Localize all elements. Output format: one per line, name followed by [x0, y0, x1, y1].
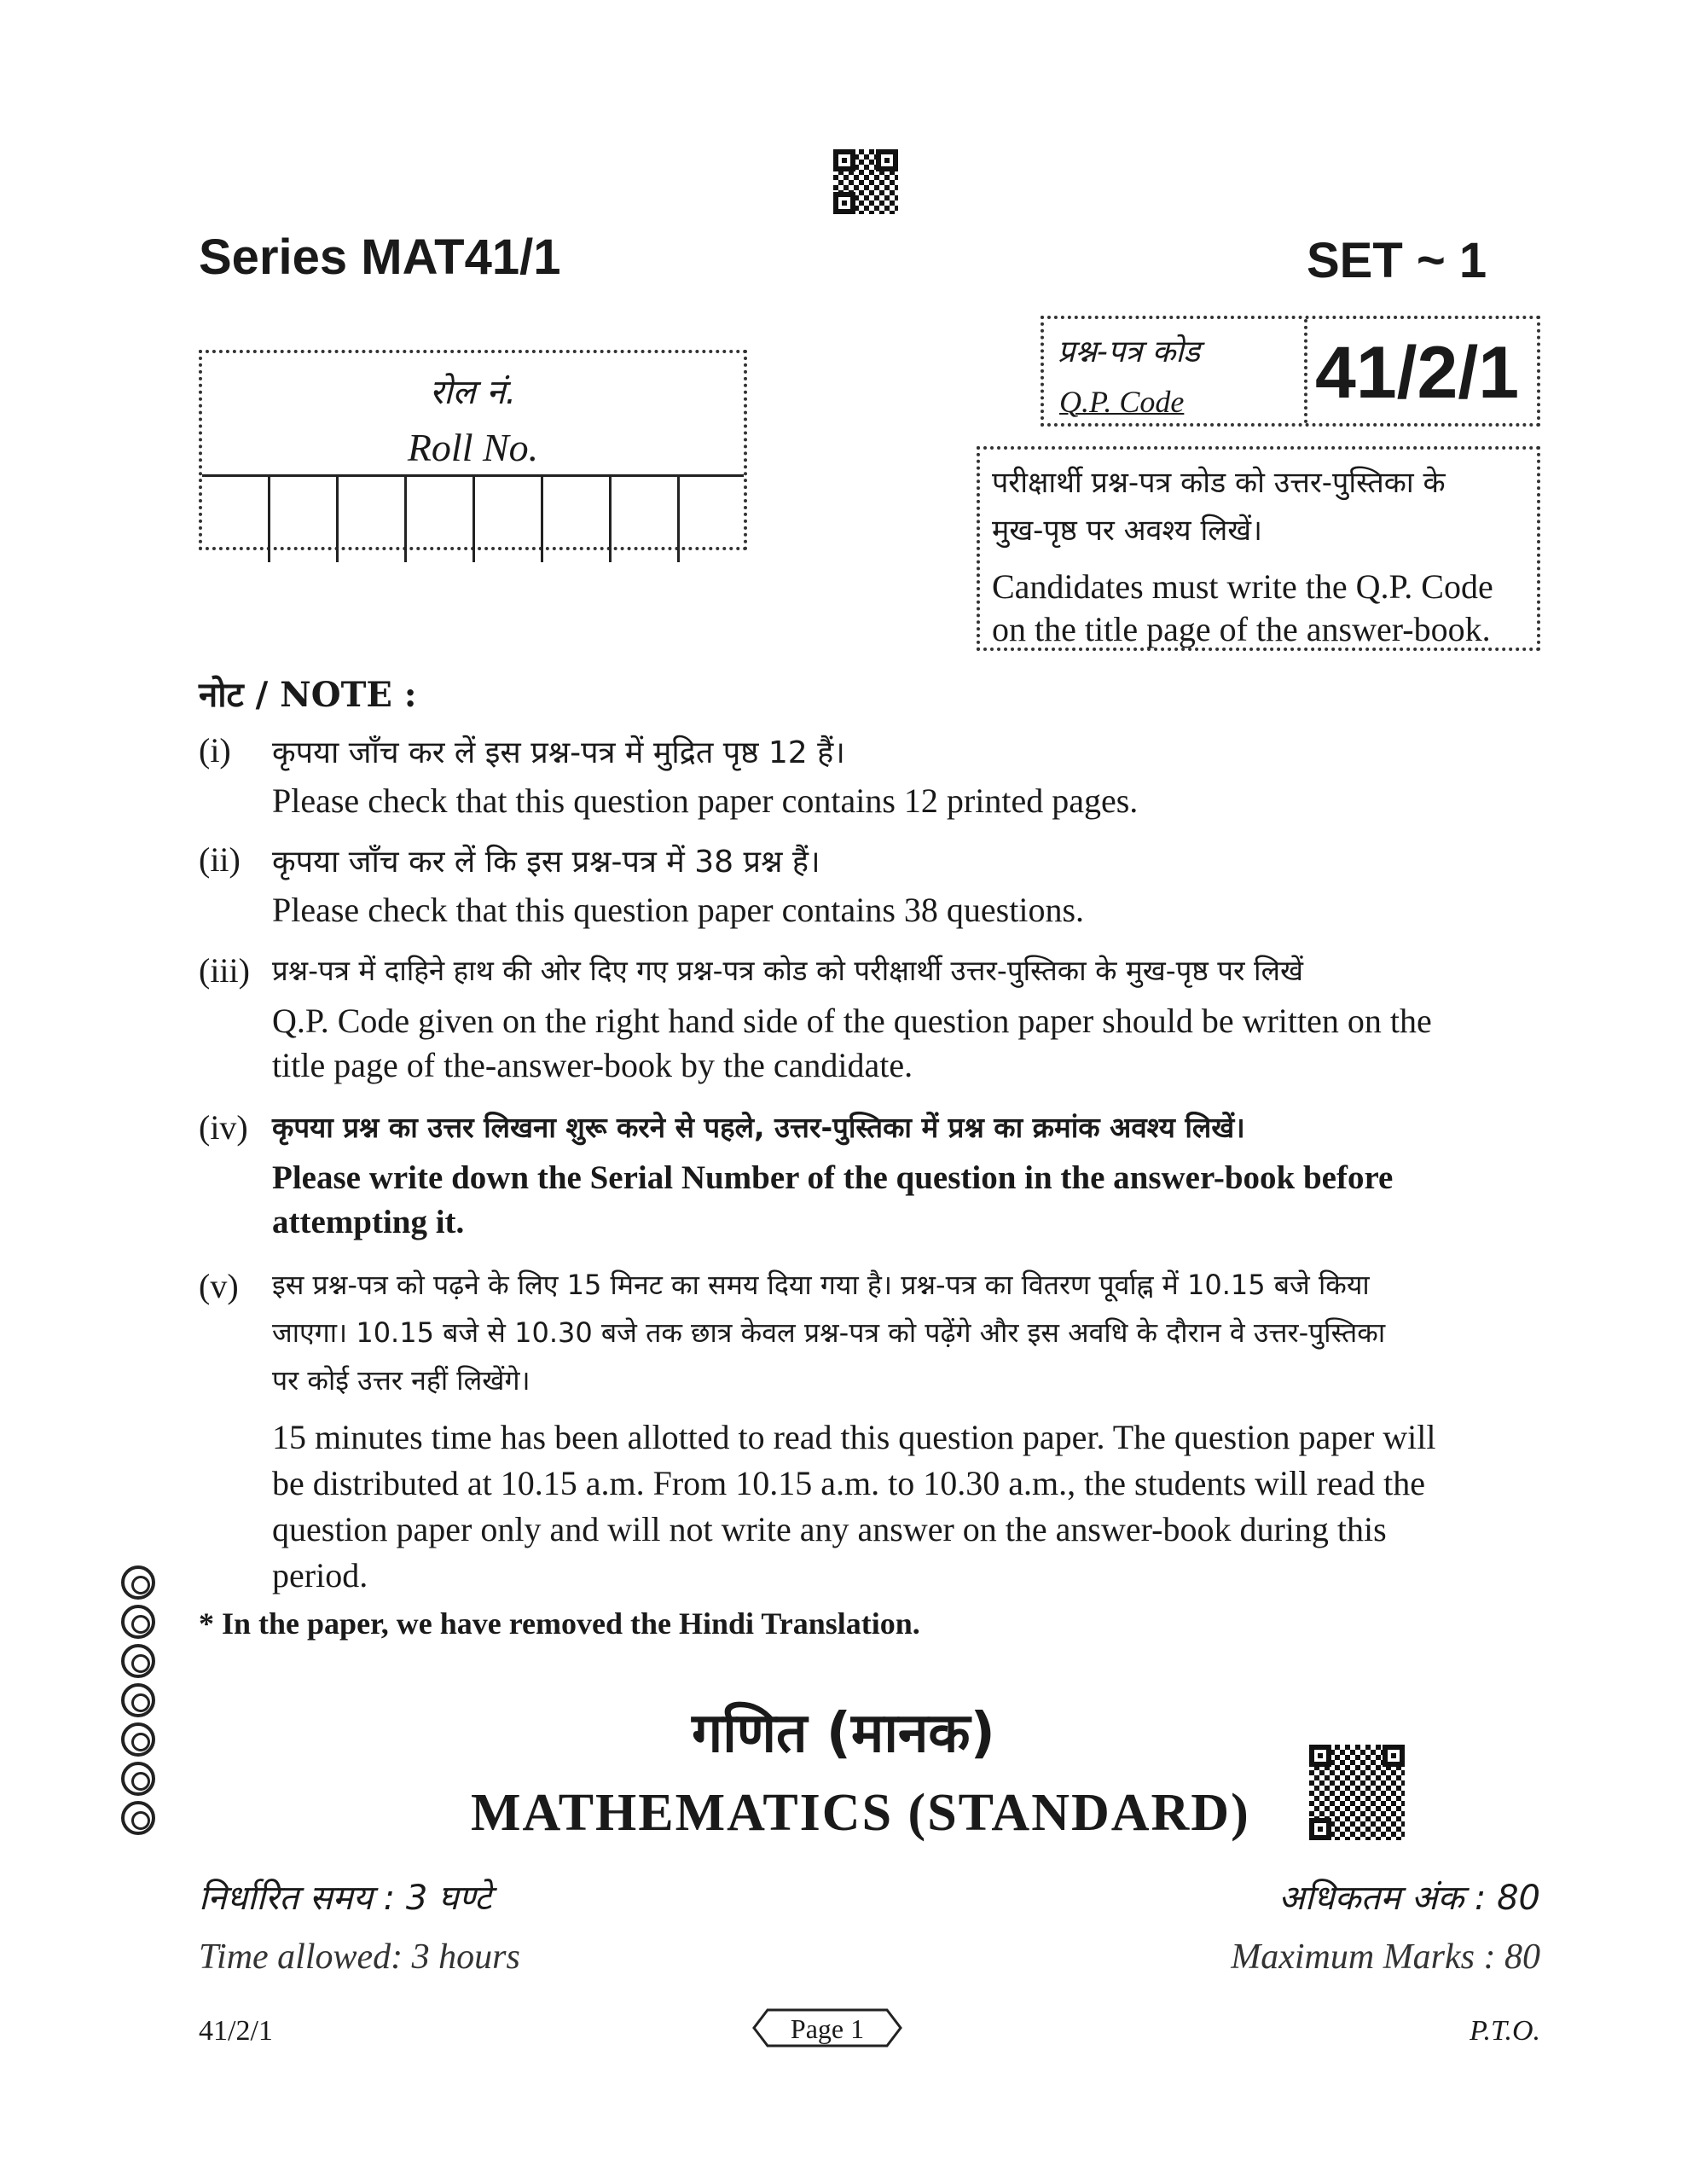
maximum-marks-english: Maximum Marks : 80 [1231, 1937, 1540, 1977]
time-allowed-hindi: निर्धारित समय : 3 घण्टे [199, 1879, 492, 1918]
footer-page-number: Page 1 [790, 2013, 865, 2044]
roll-english-label: Roll No. [407, 426, 539, 469]
swirl-ornament-icon [121, 1605, 155, 1639]
footer-page-badge [751, 2007, 904, 2049]
qp-code-english-label: Q.P. Code [1059, 385, 1185, 419]
note-item-english: question paper only and will not write any answer on the answer-book during this [272, 1510, 1387, 1548]
note-item-hindi: जाएगा। 10.15 बजे से 10.30 बजे तक छात्र केवल प्रश्न-पत्र को पढ़ेंगे और इस अवधि के दौरान वे उत्तर-पुस्तिका [272, 1316, 1386, 1349]
qr-code-subject [1309, 1745, 1405, 1840]
maximum-marks-hindi: अधिकतम अंक : 80 [1278, 1879, 1540, 1918]
note-heading: नोट / NOTE : [199, 675, 417, 715]
roll-number-box [199, 350, 747, 550]
instruction-hindi-line-1: परीक्षार्थी प्रश्न-पत्र कोड को उत्तर-पुस्तिका के [992, 466, 1446, 500]
note-item-english: Please check that this question paper contains 38 questions. [272, 891, 1085, 929]
note-item-number: (iii) [199, 951, 250, 990]
note-item-number: (iv) [199, 1108, 248, 1147]
qp-code-box [1041, 316, 1540, 427]
swirl-ornament-icon [121, 1644, 155, 1678]
roll-digit-cell[interactable] [339, 477, 407, 562]
note-item-hindi: कृपया जाँच कर लें इस प्रश्न-पत्र में मुद्रित पृष्ठ 12 हैं। [272, 735, 845, 770]
note-item-english: Q.P. Code given on the right hand side of the question paper should be written on the [272, 1002, 1432, 1040]
roll-digit-cell[interactable] [202, 477, 270, 562]
swirl-ornament-icon [121, 1565, 155, 1600]
roll-digit-cell[interactable] [407, 477, 475, 562]
note-item-english: Please write down the Serial Number of the question in the answer-book before [272, 1159, 1394, 1196]
footer-qp-code: 41/2/1 [199, 2015, 273, 2047]
note-item-english: title page of the-answer-book by the candidate. [272, 1046, 913, 1084]
subject-hindi-title: गणित (मानक) [692, 1702, 995, 1765]
roll-digit-cell[interactable] [543, 477, 612, 562]
note-item-hindi: इस प्रश्न-पत्र को पढ़ने के लिए 15 मिनट का समय दिया गया है। प्रश्न-पत्र का वितरण पूर्वाह्न में 10.15 बजे किया [272, 1269, 1370, 1301]
roll-number-entry-row[interactable] [202, 474, 744, 553]
roll-digit-cell[interactable] [475, 477, 543, 562]
note-item-english: 15 minutes time has been allotted to read this question paper. The question paper will [272, 1418, 1436, 1456]
note-item-english: be distributed at 10.15 a.m. From 10.15 a.m. to 10.30 a.m., the students will read the [272, 1464, 1426, 1502]
qp-code-hindi-label: प्रश्न-पत्र कोड [1058, 334, 1200, 369]
note-item-english: attempting it. [272, 1204, 465, 1240]
swirl-ornament-icon [121, 1801, 155, 1835]
qp-code-instruction-box [977, 446, 1540, 651]
qr-code-top [833, 149, 898, 214]
time-allowed-english: Time allowed: 3 hours [199, 1937, 520, 1977]
note-item-hindi: कृपया प्रश्न का उत्तर लिखना शुरू करने से पहले, उत्तर-पुस्तिका में प्रश्न का क्रमांक अवश्य लिखें। [272, 1111, 1245, 1144]
roll-digit-cell[interactable] [270, 477, 339, 562]
footer-pto: P.T.O. [1470, 2015, 1540, 2047]
qp-code-divider [1304, 319, 1307, 423]
note-item-hindi: प्रश्न-पत्र में दाहिने हाथ की ओर दिए गए प्रश्न-पत्र कोड को परीक्षार्थी उत्तर-पुस्तिका के मुख-पृष्ठ पर लिखें [272, 954, 1303, 987]
instruction-english-line-2: on the title page of the answer-book. [992, 610, 1491, 648]
note-item-english: Please check that this question paper contains 12 printed pages. [272, 781, 1139, 820]
subject-english-title: MATHEMATICS (STANDARD) [471, 1784, 1250, 1842]
note-item-number: (i) [199, 731, 231, 770]
qp-code-value: 41/2/1 [1315, 332, 1520, 414]
note-item-number: (ii) [199, 840, 241, 879]
instruction-hindi-line-2: मुख-पृष्ठ पर अवश्य लिखें। [992, 514, 1262, 548]
set-label: SET ~ 1 [1307, 233, 1487, 288]
note-list [199, 725, 1546, 1621]
series-label: Series MAT41/1 [199, 229, 561, 285]
note-item-english: period. [272, 1556, 368, 1594]
note-item-hindi: पर कोई उत्तर नहीं लिखेंगे। [272, 1364, 530, 1397]
note-item-hindi: कृपया जाँच कर लें कि इस प्रश्न-पत्र में 38 प्रश्न हैं। [272, 845, 820, 880]
instruction-english-line-1: Candidates must write the Q.P. Code [992, 567, 1493, 606]
roll-hindi-label: रोल नं. [429, 373, 517, 412]
removed-translation-note: * In the paper, we have removed the Hindi Translation. [199, 1606, 920, 1641]
roll-digit-cell[interactable] [680, 477, 748, 562]
roll-digit-cell[interactable] [612, 477, 680, 562]
note-item-number: (v) [199, 1267, 239, 1305]
